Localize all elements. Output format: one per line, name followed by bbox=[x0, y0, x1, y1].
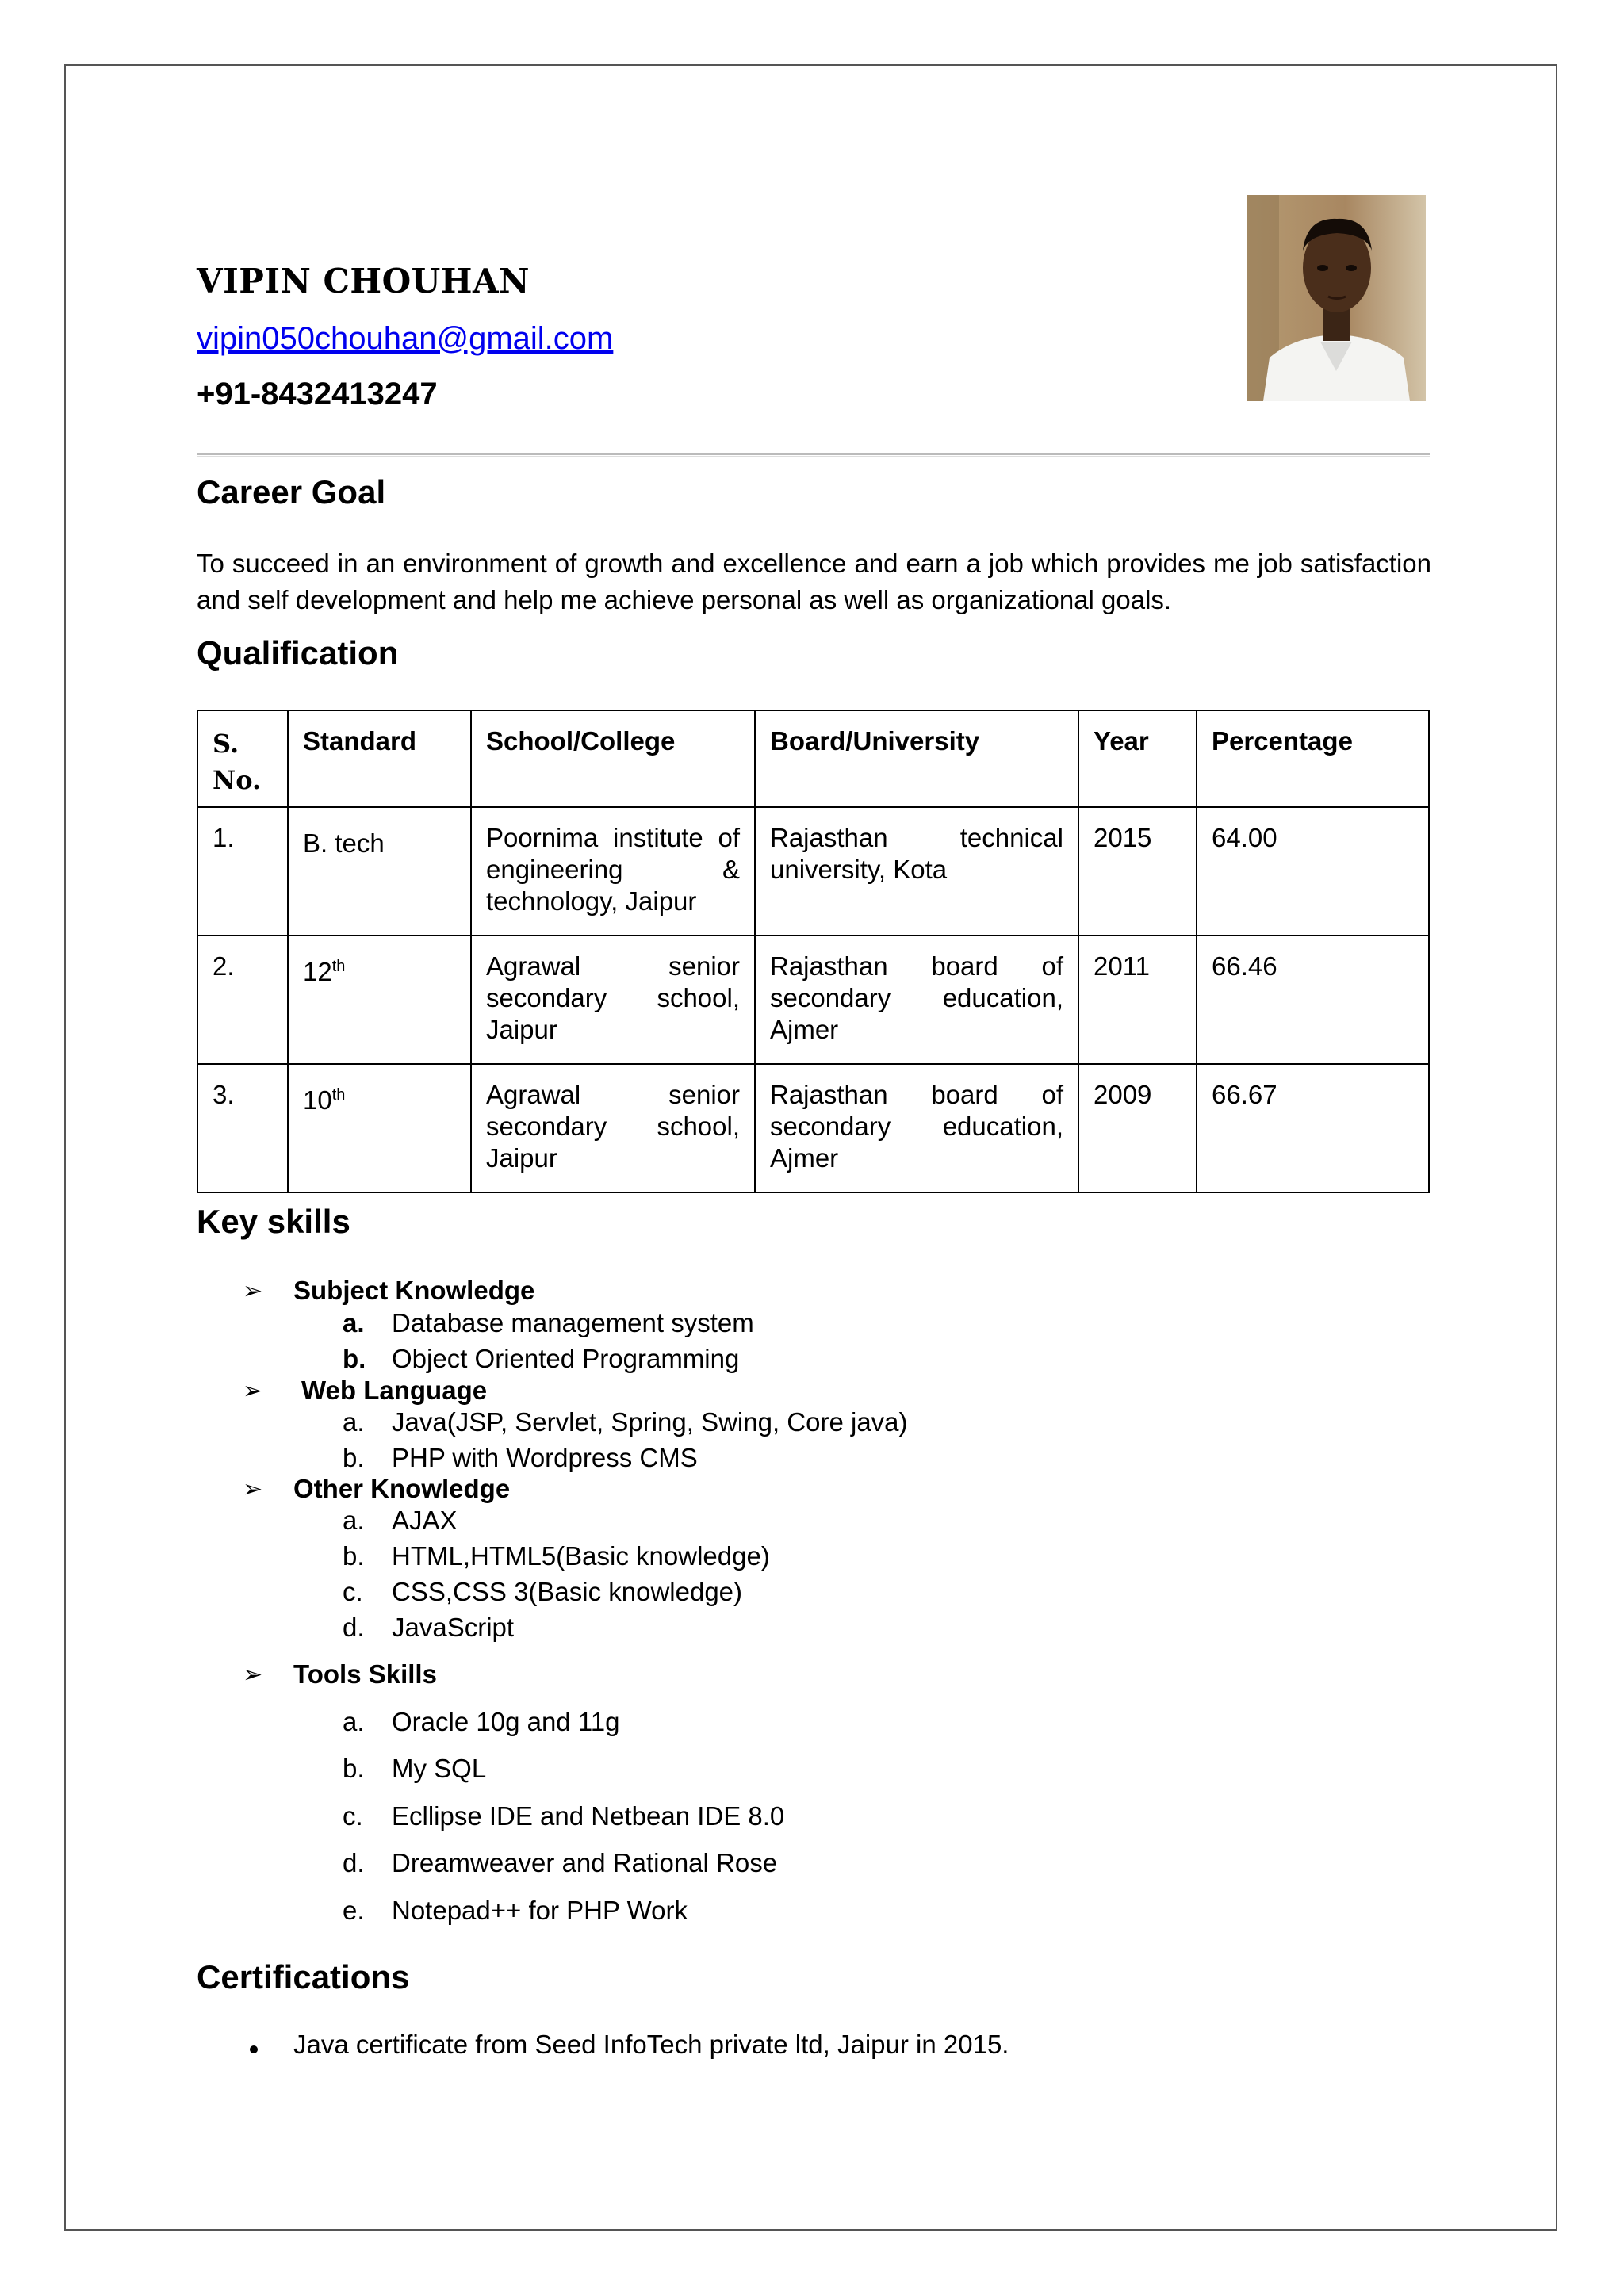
skill-item: Dreamweaver and Rational Rose bbox=[392, 1848, 778, 1877]
skill-item-letter: a. bbox=[343, 1506, 365, 1535]
skill-item: Notepad++ for PHP Work bbox=[392, 1896, 688, 1925]
cell-percentage: 64.00 bbox=[1197, 807, 1429, 936]
standard-text: 12 bbox=[303, 957, 332, 986]
cell-sno: 1. bbox=[197, 807, 288, 936]
table-row bbox=[197, 807, 1429, 936]
header-school: School/College bbox=[471, 710, 755, 807]
skill-item: Object Oriented Programming bbox=[392, 1344, 740, 1373]
cell-percentage: 66.46 bbox=[1197, 936, 1429, 1064]
candidate-name: VIPIN CHOUHAN bbox=[197, 262, 530, 300]
skill-category: Web Language bbox=[301, 1376, 488, 1405]
skill-item: Oracle 10g and 11g bbox=[392, 1707, 620, 1736]
certifications-heading: Certifications bbox=[197, 1958, 410, 1996]
header-sno-line1: S. bbox=[213, 729, 239, 759]
skill-item: Java(JSP, Servlet, Spring, Swing, Core java) bbox=[392, 1407, 908, 1437]
cell-sno: 2. bbox=[197, 936, 288, 1064]
header-divider bbox=[197, 453, 1430, 457]
skill-item-letter: d. bbox=[343, 1613, 365, 1642]
skill-item-letter: c. bbox=[343, 1801, 363, 1831]
cell-school: Agrawal senior secondary school, Jaipur bbox=[471, 936, 755, 1064]
skill-category: Other Knowledge bbox=[293, 1474, 511, 1503]
skill-item-letter: a. bbox=[343, 1707, 365, 1736]
cell-sno: 3. bbox=[197, 1064, 288, 1192]
qualification-table bbox=[197, 710, 1430, 1193]
certification-item: Java certificate from Seed InfoTech private ltd, Jaipur in 2015. bbox=[293, 2030, 1009, 2059]
header-sno bbox=[197, 710, 288, 807]
skill-item-letter: a. bbox=[343, 1407, 365, 1437]
header-percentage: Percentage bbox=[1197, 710, 1429, 807]
career-goal-text: To succeed in an environment of growth and excellence and earn a job which provides me job satisfaction and self development and help me achieve personal as well as organizational goals. bbox=[197, 549, 1431, 614]
cell-year: 2015 bbox=[1078, 807, 1197, 936]
standard-text: 10 bbox=[303, 1085, 332, 1115]
header-standard: Standard bbox=[288, 710, 471, 807]
cell-percentage: 66.67 bbox=[1197, 1064, 1429, 1192]
header-year: Year bbox=[1078, 710, 1197, 807]
cell-year: 2009 bbox=[1078, 1064, 1197, 1192]
skill-item-letter: a. bbox=[343, 1308, 365, 1337]
standard-sup: th bbox=[331, 958, 346, 975]
qualification-heading: Qualification bbox=[197, 634, 399, 672]
email-link[interactable]: vipin050chouhan@gmail.com bbox=[197, 321, 614, 356]
phone-number: +91-8432413247 bbox=[197, 377, 438, 411]
skill-item: AJAX bbox=[392, 1506, 458, 1535]
cell-board: Rajasthan board of secondary education, Ajmer bbox=[755, 936, 1078, 1064]
skill-item: My SQL bbox=[392, 1754, 487, 1783]
arrow-bullet-icon: ➢ bbox=[243, 1278, 263, 1304]
arrow-bullet-icon: ➢ bbox=[243, 1662, 263, 1688]
skill-item: JavaScript bbox=[392, 1613, 515, 1642]
skill-item: Database management system bbox=[392, 1308, 754, 1337]
standard-text: B. tech bbox=[303, 828, 385, 858]
table-row bbox=[197, 936, 1429, 1064]
skill-item: HTML,HTML5(Basic knowledge) bbox=[392, 1541, 770, 1571]
header-board: Board/University bbox=[755, 710, 1078, 807]
cell-school: Agrawal senior secondary school, Jaipur bbox=[471, 1064, 755, 1192]
bullet-icon bbox=[250, 2045, 258, 2053]
cell-standard bbox=[288, 807, 471, 936]
arrow-bullet-icon: ➢ bbox=[243, 1378, 263, 1404]
cell-school: Poornima institute of engineering & technology, Jaipur bbox=[471, 807, 755, 936]
skill-item: CSS,CSS 3(Basic knowledge) bbox=[392, 1577, 743, 1606]
career-goal-heading: Career Goal bbox=[197, 473, 386, 511]
cell-board: Rajasthan technical university, Kota bbox=[755, 807, 1078, 936]
skill-item-letter: d. bbox=[343, 1848, 365, 1877]
standard-sup: th bbox=[331, 1086, 346, 1104]
key-skills-heading: Key skills bbox=[197, 1203, 350, 1240]
skill-item-letter: c. bbox=[343, 1577, 363, 1606]
skill-item: PHP with Wordpress CMS bbox=[392, 1443, 698, 1472]
arrow-bullet-icon: ➢ bbox=[243, 1476, 263, 1502]
skill-item-letter: e. bbox=[343, 1896, 365, 1925]
skill-item-letter: b. bbox=[343, 1344, 366, 1373]
table-row bbox=[197, 1064, 1429, 1192]
skill-category: Subject Knowledge bbox=[293, 1276, 535, 1305]
skill-item-letter: b. bbox=[343, 1754, 365, 1783]
cell-year: 2011 bbox=[1078, 936, 1197, 1064]
profile-photo bbox=[1247, 195, 1426, 401]
cell-board: Rajasthan board of secondary education, Ajmer bbox=[755, 1064, 1078, 1192]
cell-standard bbox=[288, 1064, 471, 1192]
cell-standard bbox=[288, 936, 471, 1064]
skill-item-letter: b. bbox=[343, 1541, 365, 1571]
table-header-row bbox=[197, 710, 1429, 807]
skill-category: Tools Skills bbox=[293, 1659, 437, 1689]
skill-item-letter: b. bbox=[343, 1443, 365, 1472]
header-sno-line2: No. bbox=[213, 765, 262, 795]
skill-item: Ecllipse IDE and Netbean IDE 8.0 bbox=[392, 1801, 785, 1831]
